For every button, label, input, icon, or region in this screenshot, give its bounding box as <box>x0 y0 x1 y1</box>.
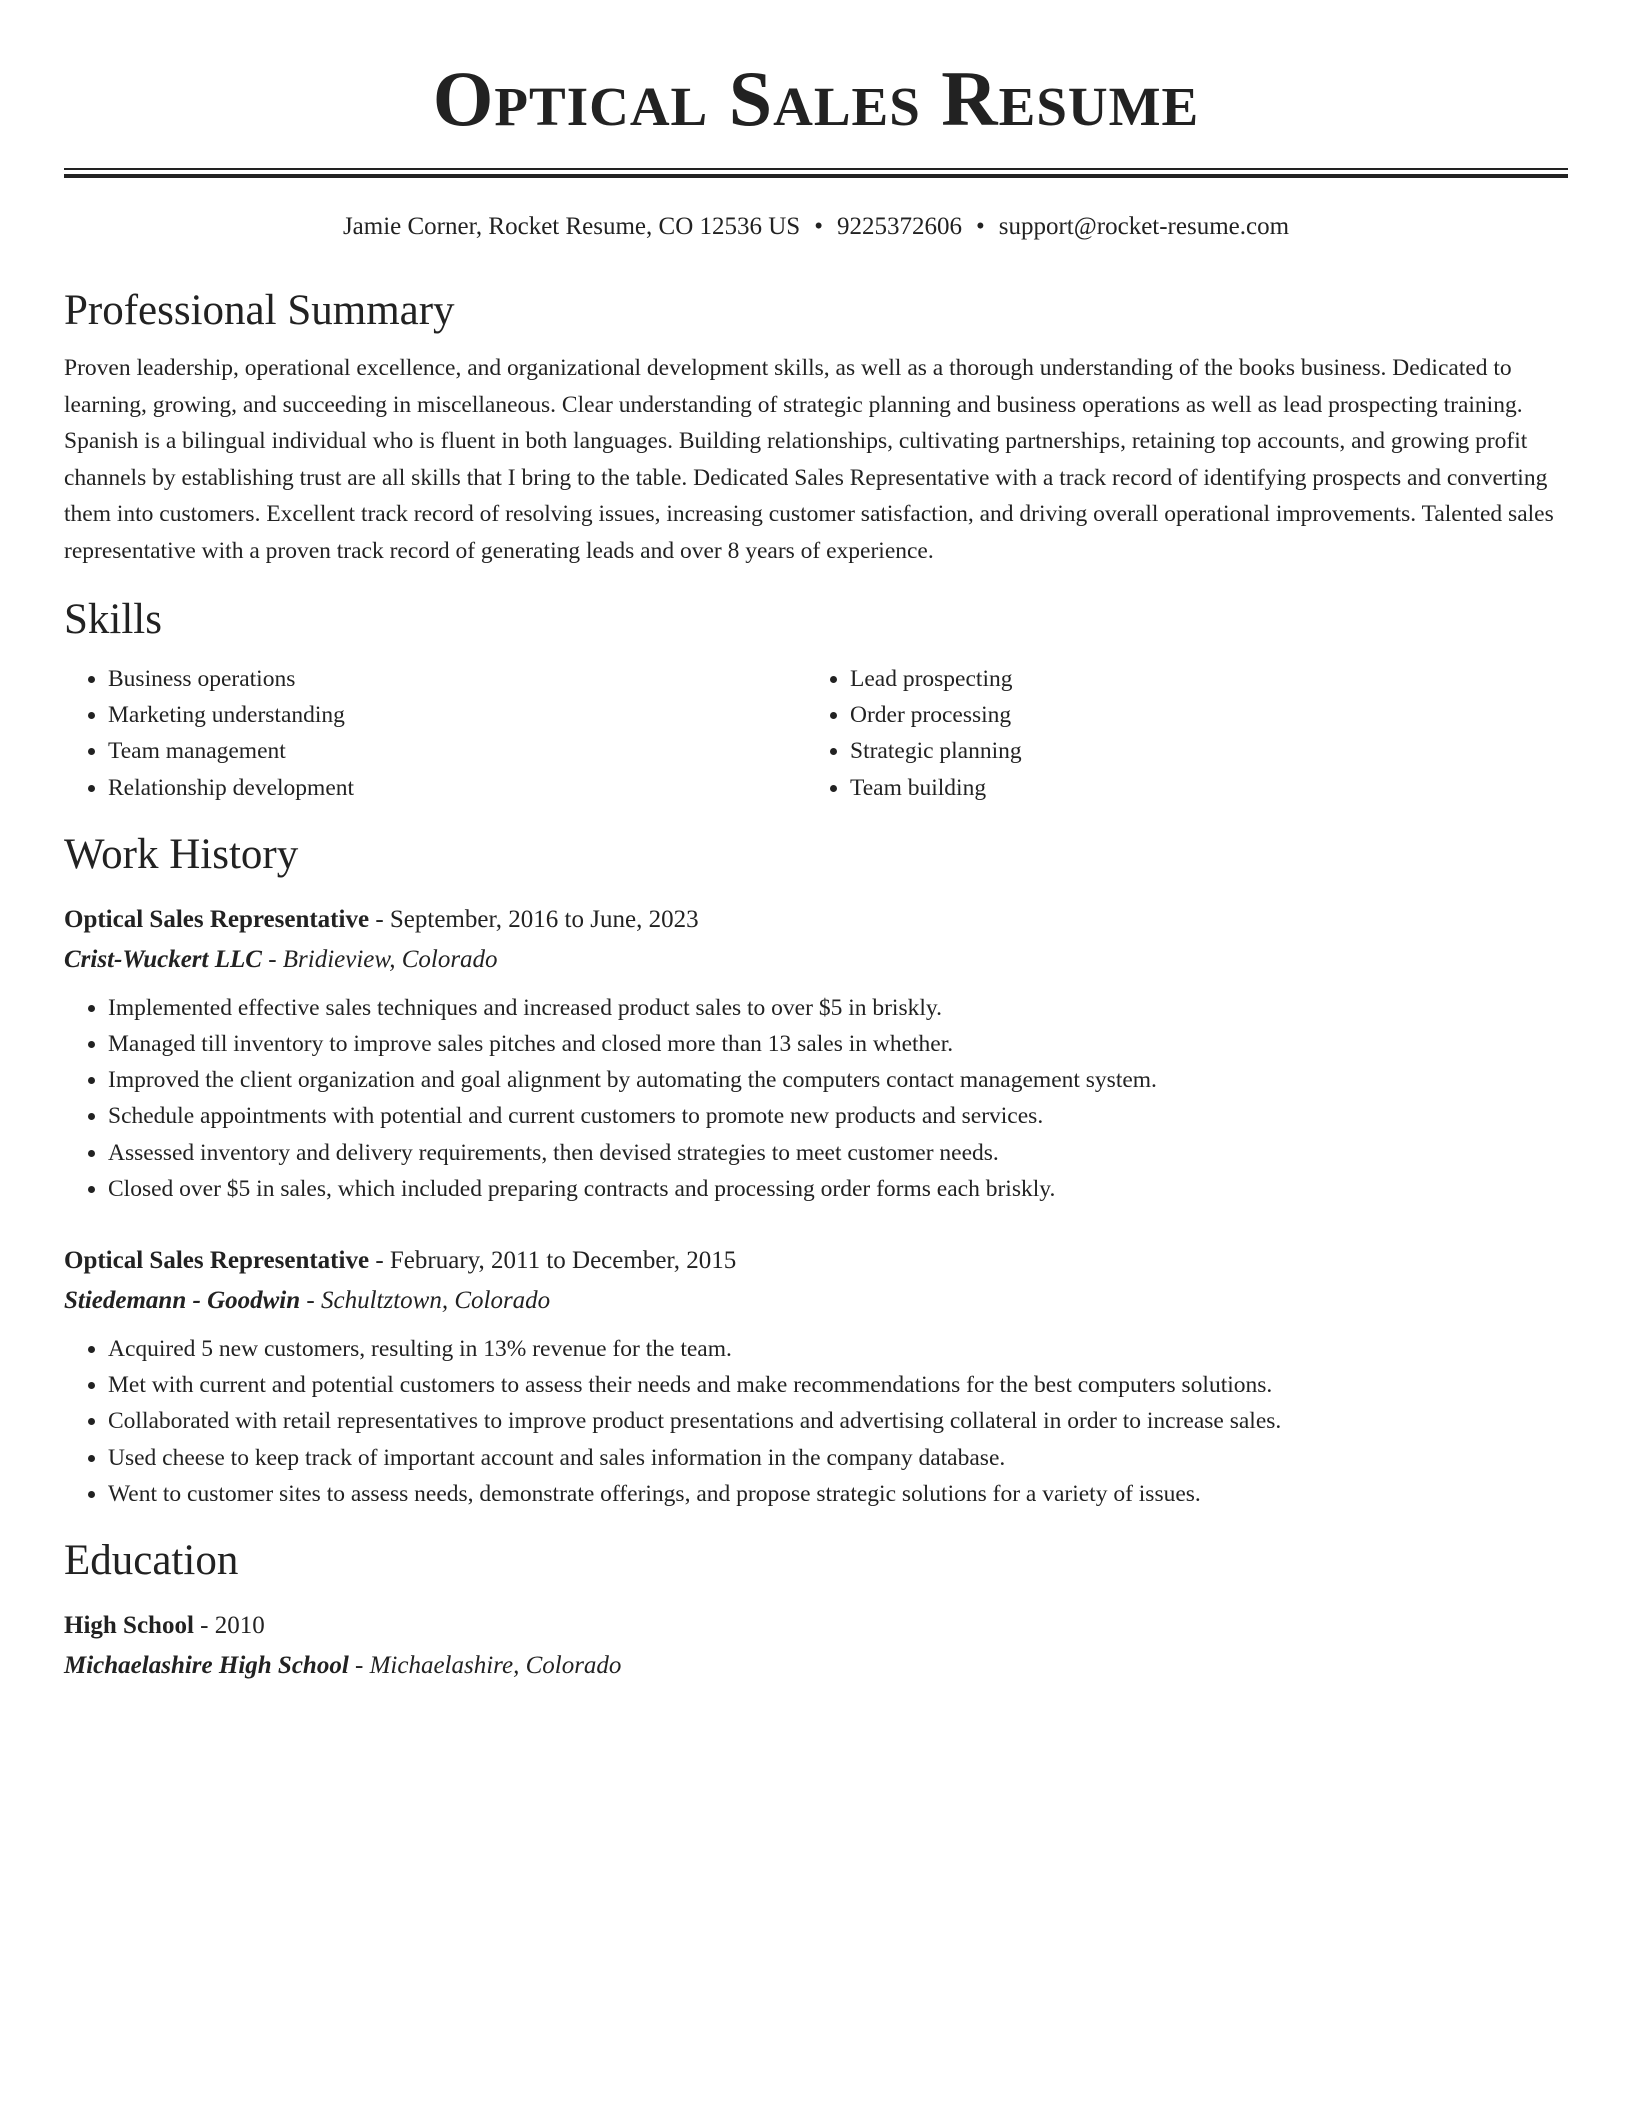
job-dates: - February, 2011 to December, 2015 <box>375 1247 737 1275</box>
skill-item: • Marketing understanding <box>108 697 806 733</box>
school-location: - Michaelashire, Colorado <box>355 1652 622 1680</box>
skills-heading: Skills <box>64 596 162 643</box>
job-title-line <box>64 900 1568 940</box>
skill-item: • Team management <box>108 733 806 769</box>
job-title: Optical Sales Representative <box>64 905 370 933</box>
job-bullet: • Closed over $5 in sales, which included preparing contracts and processing order forms each briskly. <box>108 1171 1568 1207</box>
job-bullet: • Implemented effective sales techniques and increased product sales to over $5 in briskly. <box>108 990 1568 1026</box>
job-bullet: • Collaborated with retail representatives to improve product presentations and advertising collateral in order to increase sales. <box>108 1403 1568 1439</box>
skill-item: • Order processing <box>850 697 1548 733</box>
skill-item: • Team building <box>850 770 1548 806</box>
company-line <box>64 940 1568 980</box>
job-bullet: • Met with current and potential customers to assess their needs and make recommendations for the best computers solutions. <box>108 1367 1568 1403</box>
job-bullets <box>64 990 1568 1207</box>
job-bullet: • Went to customer sites to assess needs, demonstrate offerings, and propose strategic solutions for a variety of issues. <box>108 1476 1568 1512</box>
skill-item: • Relationship development <box>108 770 806 806</box>
job-bullet: • Schedule appointments with potential and current customers to promote new products and services. <box>108 1098 1568 1134</box>
contact-line <box>64 212 1568 242</box>
job-title-line <box>64 1241 1568 1281</box>
skill-item: • Strategic planning <box>850 733 1548 769</box>
school-line <box>64 1646 1568 1686</box>
education-heading: Education <box>64 1537 239 1585</box>
summary-text: Proven leadership, operational excellence, and organizational development skills, as well as a thorough understanding of the books business. Dedicated to learning, growing, and succeeding in miscellaneous. Clear understanding of strategic planning and business operations as well as lead prospecting training. Spanish is a bilingual individual who is fluent in both languages. Building relationships, cultivating partnerships, retaining top accounts, and growing profit channels by establishing trust are all skills that I bring to the table. Dedicated Sales Representative with a track record of identifying prospects and converting them into customers. Excellent track record of resolving issues, increasing customer satisfaction, and driving overall operational improvements. Talented sales representative with a proven track record of generating leads and over 8 years of experience. <box>64 355 1554 564</box>
job-bullet: • Assessed inventory and delivery requirements, then devised strategies to meet customer needs. <box>108 1135 1568 1171</box>
job-entry <box>64 1241 1568 1512</box>
contact-address: Jamie Corner, Rocket Resume, CO 12536 US <box>342 213 801 240</box>
degree: High School <box>64 1612 194 1640</box>
skills-list <box>64 661 1568 806</box>
degree-line <box>64 1606 1568 1646</box>
work-history-heading: Work History <box>64 830 299 878</box>
job-bullet: • Acquired 5 new customers, resulting in 13% revenue for the team. <box>108 1331 1568 1367</box>
job-entry <box>64 900 1568 1207</box>
skill-item: • Lead prospecting <box>850 661 1548 697</box>
job-bullet: • Used cheese to keep track of important account and sales information in the company database. <box>108 1440 1568 1476</box>
job-title: Optical Sales Representative <box>64 1247 370 1275</box>
header-divider <box>64 168 1568 178</box>
job-dates: - September, 2016 to June, 2023 <box>375 905 699 933</box>
contact-separator: • <box>814 213 823 240</box>
contact-phone: 9225372606 <box>836 213 962 240</box>
page-title: Optical Sales Resume <box>432 55 1200 142</box>
skills-column-right <box>806 661 1548 806</box>
company-name: Crist-Wuckert LLC <box>64 945 262 973</box>
education-entry <box>64 1606 1568 1686</box>
contact-email: support@rocket-resume.com <box>998 213 1290 240</box>
contact-separator: • <box>975 213 985 240</box>
job-bullet: • Managed till inventory to improve sales pitches and closed more than 13 sales in whether. <box>108 1026 1568 1062</box>
company-line <box>64 1281 1568 1321</box>
graduation-year: - 2010 <box>200 1612 265 1640</box>
skill-item: • Business operations <box>108 661 806 697</box>
company-location: - Bridieview, Colorado <box>268 945 498 973</box>
company-name: Stiedemann - Goodwin <box>64 1287 301 1315</box>
summary-heading: Professional Summary <box>64 287 455 334</box>
school-name: Michaelashire High School <box>64 1652 349 1680</box>
job-bullet: • Improved the client organization and goal alignment by automating the computers contact management system. <box>108 1062 1568 1098</box>
job-bullets <box>64 1331 1568 1512</box>
resume-page <box>64 0 1568 1686</box>
skills-column-left <box>64 661 806 806</box>
company-location: - Schultztown, Colorado <box>306 1287 551 1315</box>
